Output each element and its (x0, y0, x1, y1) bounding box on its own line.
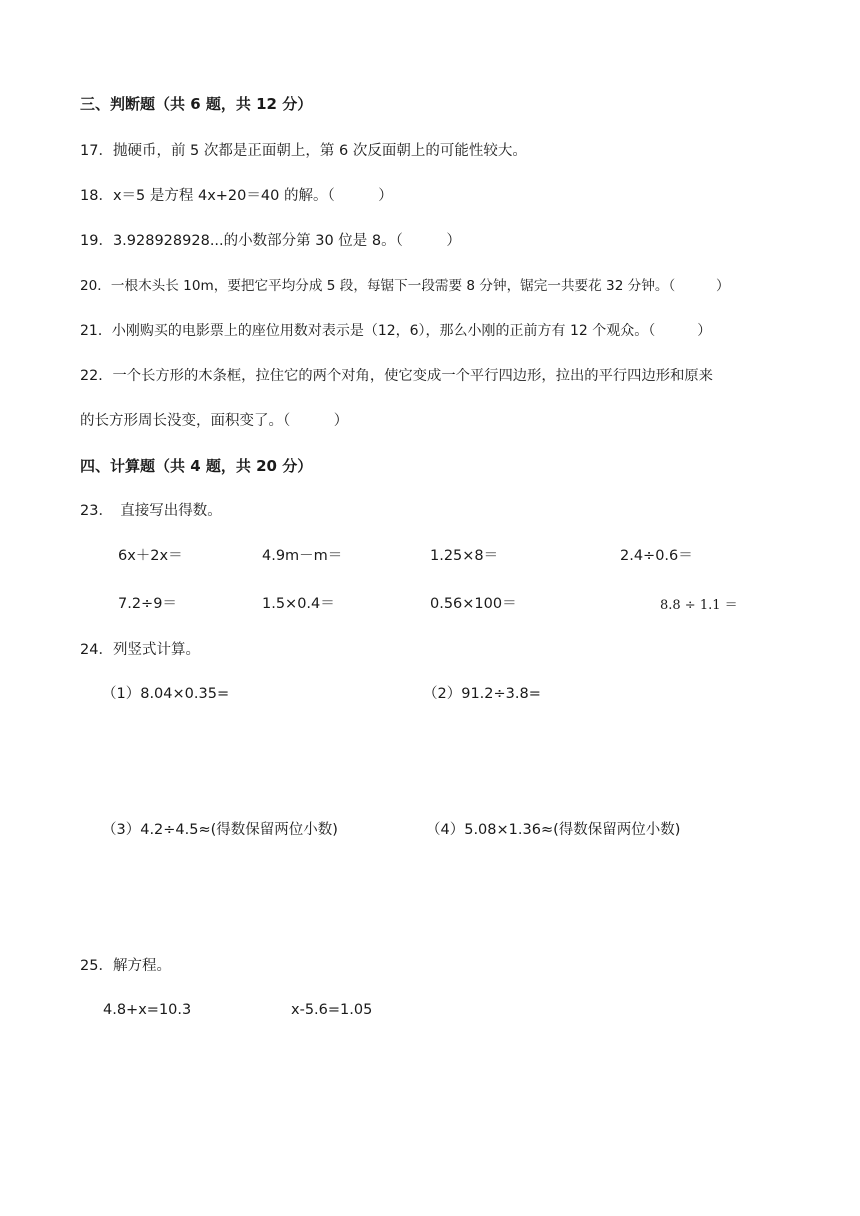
question-21: 21．小刚购买的电影票上的座位用数对表示是（12，6），那么小刚的正前方有 12 个观众。（ ） (80, 323, 712, 339)
question-18: 18．x＝5 是方程 4x+20＝40 的解。（ ） (80, 188, 393, 204)
q24-item-3: （3）4.2÷4.5≈(得数保留两位小数) (102, 822, 338, 838)
question-25: 25．解方程。 (80, 958, 171, 974)
q23-item-8: 8.8 ÷ 1.1 ＝ (660, 598, 738, 613)
q23-item-6: 1.5×0.4＝ (262, 596, 335, 612)
q24-item-2: （2）91.2÷3.8= (423, 686, 541, 702)
section-heading-judgment: 三、判断题（共 6 题，共 12 分） (80, 95, 313, 113)
question-23: 23． 直接写出得数。 (80, 503, 222, 519)
question-17: 17．抛硬币，前 5 次都是正面朝上，第 6 次反面朝上的可能性较大。 (80, 143, 527, 159)
q23-item-3: 1.25×8＝ (430, 548, 499, 564)
question-20: 20．一根木头长 10m，要把它平均分成 5 段，每锯下一段需要 8 分钟，锯完一共要花 32 分钟。（ ） (80, 278, 730, 294)
question-22-line-1: 22．一个长方形的木条框，拉住它的两个对角，使它变成一个平行四边形，拉出的平行四边形和原来 (80, 368, 713, 384)
question-24: 24．列竖式计算。 (80, 642, 200, 658)
q23-item-5: 7.2÷9＝ (118, 596, 177, 612)
q24-item-1: （1）8.04×0.35= (102, 686, 230, 702)
section-heading-calculation: 四、计算题（共 4 题，共 20 分） (80, 457, 313, 475)
q23-item-4: 2.4÷0.6＝ (620, 548, 693, 564)
q23-item-7: 0.56×100＝ (430, 596, 517, 612)
q23-item-2: 4.9m－m＝ (262, 548, 343, 564)
question-22-line-2: 的长方形周长没变，面积变了。（ ） (80, 413, 349, 429)
q24-item-4: （4）5.08×1.36≈(得数保留两位小数) (426, 822, 681, 838)
question-19: 19．3.928928928...的小数部分第 30 位是 8。（ ） (80, 233, 461, 249)
q25-item-2: x-5.6=1.05 (291, 1002, 373, 1018)
q23-item-1: 6x＋2x＝ (118, 548, 183, 564)
q25-item-1: 4.8+x=10.3 (103, 1002, 192, 1018)
